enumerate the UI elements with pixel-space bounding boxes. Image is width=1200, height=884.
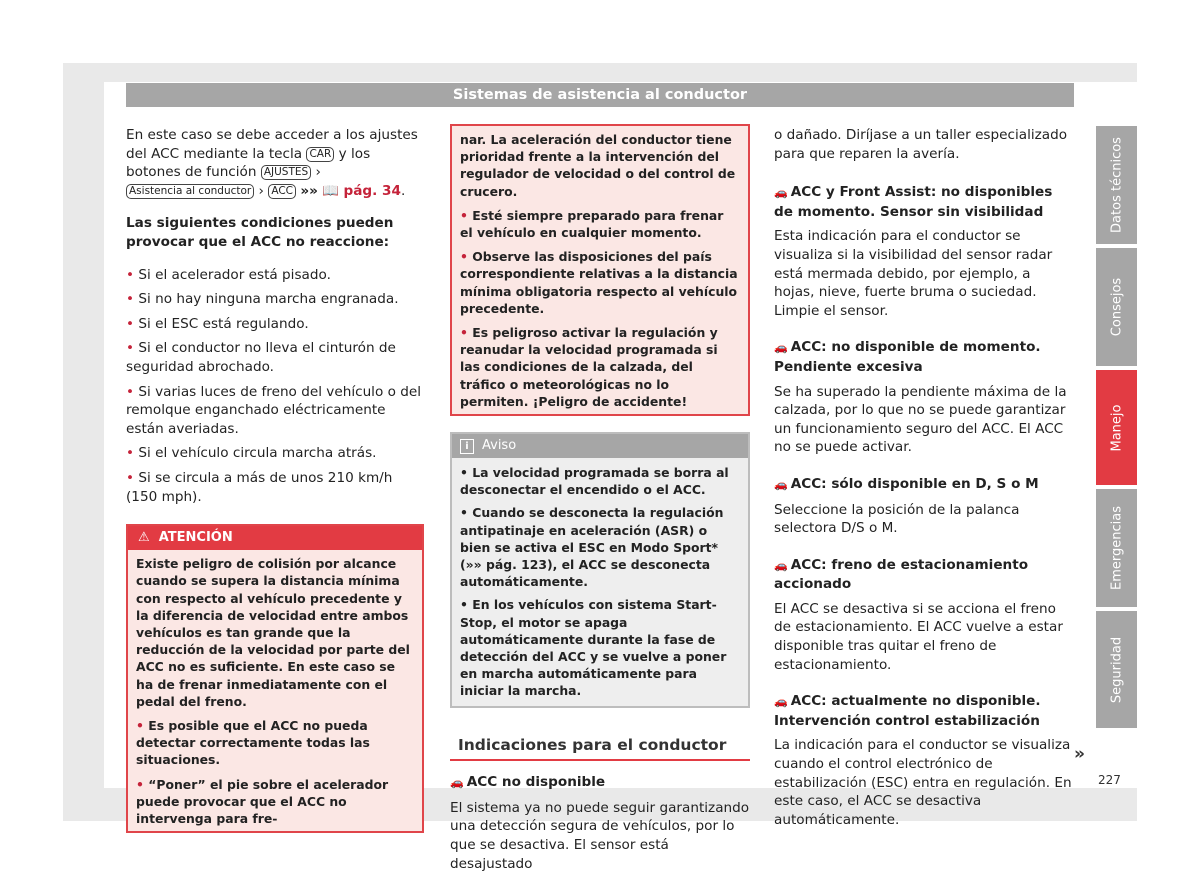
book-icon: 📖 bbox=[322, 182, 340, 199]
intro-paragraph: En este caso se debe acceder a los ajustes del ACC mediante la tecla CAR y los botones de función AJUSTES › Asistencia al conductor › ACC »» 📖 pág. 34. bbox=[126, 127, 418, 199]
info-icon: i bbox=[460, 439, 474, 454]
warning-header: ⚠ ATENCIÓN bbox=[128, 526, 422, 550]
acc-car-icon: 🚗 bbox=[774, 558, 788, 572]
tab-datos-tecnicos[interactable]: Datos técnicos bbox=[1096, 126, 1137, 244]
tab-emergencias[interactable]: Emergencias bbox=[1096, 489, 1137, 607]
tab-seguridad[interactable]: Seguridad bbox=[1096, 611, 1137, 728]
list-item: • Si el acelerador está pisado. bbox=[126, 266, 331, 283]
notice-header: i Aviso bbox=[452, 434, 748, 458]
list-item: • En los vehículos con sistema Start-Stop, el motor se apaga automáticamente durante la fase de detección del ACC y se vuelve a poner en marcha automáticamente para iniciar la marcha. bbox=[460, 597, 727, 699]
list-item: • Si el ESC está regulando. bbox=[126, 315, 309, 332]
list-item: • Observe las disposiciones del país correspondiente relativas a la distancia mínima obligatoria respecto al vehículo precedente. bbox=[460, 249, 738, 316]
ajustes-key: AJUSTES bbox=[261, 165, 311, 180]
message-text: Esta indicación para el conductor se visualiza si la visibilidad del sensor radar está mermada debido, por ejemplo, a hojas, nieve, fuerte bruma o suciedad. Limpie el sensor. bbox=[774, 228, 1053, 319]
section-title: Indicaciones para el conductor bbox=[450, 736, 750, 762]
warning-box bbox=[126, 524, 424, 833]
tab-manejo[interactable]: Manejo bbox=[1096, 370, 1137, 485]
message-item bbox=[774, 475, 1074, 538]
paragraph: o dañado. Diríjase a un taller especializado para que reparen la avería. bbox=[774, 127, 1068, 162]
conditions-list bbox=[126, 266, 424, 507]
message-text: La indicación para el conductor se visualiza cuando el control electrónico de estabilización (ESC) entra en regulación. En este caso, el ACC se desactiva automáticamente. bbox=[774, 737, 1072, 828]
message-text: El ACC se desactiva si se acciona el freno de estacionamiento. El ACC vuelve a estar disponible tras quitar el freno de estacionamiento. bbox=[774, 600, 1063, 673]
message-item bbox=[774, 338, 1074, 457]
list-item: • Es peligroso activar la regulación y reanudar la velocidad programada si las condiciones de la calzada, del tráfico o meteorológicas no lo permiten. ¡Peligro de accidente! bbox=[460, 325, 718, 409]
message-item bbox=[774, 692, 1074, 829]
page-number: 227 bbox=[1098, 773, 1121, 787]
list-item: • “Poner” el pie sobre el acelerador puede provocar que el ACC no intervenga para fre- bbox=[136, 776, 389, 826]
message-text: Se ha superado la pendiente máxima de la calzada, por lo que no se puede garantizar un funcionamiento seguro del ACC. El ACC no se puede activar. bbox=[774, 383, 1067, 456]
message-title: 🚗 ACC: no disponible de momento. Pendiente excesiva bbox=[774, 339, 1041, 375]
column-3 bbox=[774, 126, 1074, 829]
message-item bbox=[774, 556, 1074, 675]
list-item: • Si varias luces de freno del vehículo o del remolque enganchado eléctricamente están averiadas. bbox=[126, 383, 422, 437]
warning-triangle-icon: ⚠ bbox=[138, 530, 150, 546]
acc-car-icon: 🚗 bbox=[774, 341, 788, 355]
message-title: 🚗 ACC: actualmente no disponible. Intervención control estabilización bbox=[774, 693, 1041, 729]
list-item: • Esté siempre preparado para frenar el vehículo en cualquier momento. bbox=[460, 207, 724, 241]
warning-box-continued bbox=[450, 124, 750, 416]
list-item: • Si se circula a más de unos 210 km/h (150 mph). bbox=[126, 469, 393, 505]
column-2 bbox=[450, 124, 750, 873]
list-item: • Si no hay ninguna marcha engranada. bbox=[126, 291, 399, 308]
ref-arrows: »» bbox=[300, 182, 318, 199]
message-text: Seleccione la posición de la palanca selectora D/S o M. bbox=[774, 501, 1020, 537]
message-title: 🚗 ACC: sólo disponible en D, S o M bbox=[774, 475, 1074, 495]
message-item bbox=[774, 183, 1074, 320]
list-item: • La velocidad programada se borra al desconectar el encendido o el ACC. bbox=[460, 465, 729, 498]
chapter-header: Sistemas de asistencia al conductor bbox=[126, 83, 1074, 107]
list-item: • Cuando se desconecta la regulación antipatinaje en aceleración (ASR) o bien se activa el ESC en Modo Sport* (»» pág. 123), el ACC se desconecta automáticamente. bbox=[460, 505, 724, 590]
asistencia-key: Asistencia al conductor bbox=[126, 184, 254, 199]
list-item: • Si el vehículo circula marcha atrás. bbox=[126, 445, 377, 462]
paragraph: El sistema ya no puede seguir garantizando una detección segura de vehículos, por lo que se desactiva. El sensor está desajustado bbox=[450, 799, 750, 872]
page-ref-link[interactable]: pág. 34 bbox=[343, 182, 401, 199]
acc-car-icon: 🚗 bbox=[774, 186, 788, 200]
acc-car-icon: 🚗 bbox=[450, 776, 464, 790]
message-title: 🚗 ACC y Front Assist: no disponibles de momento. Sensor sin visibilidad bbox=[774, 184, 1053, 220]
conditions-heading: Las siguientes condiciones pueden provocar que el ACC no reaccione: bbox=[126, 215, 394, 250]
column-1 bbox=[126, 126, 424, 833]
acc-car-icon: 🚗 bbox=[774, 695, 788, 709]
notice-box bbox=[450, 432, 750, 708]
subheading: 🚗 ACC no disponible bbox=[450, 773, 750, 793]
message-title: 🚗 ACC: freno de estacionamiento accionado bbox=[774, 556, 1029, 593]
notice-body bbox=[452, 458, 748, 706]
list-item: • Si el conductor no lleva el cinturón de seguridad abrochado. bbox=[126, 340, 396, 375]
car-key: CAR bbox=[306, 147, 334, 162]
acc-car-icon: 🚗 bbox=[774, 477, 788, 491]
list-item: • Es posible que el ACC no pueda detectar correctamente todas las situaciones. bbox=[136, 717, 370, 768]
tab-consejos[interactable]: Consejos bbox=[1096, 248, 1137, 366]
acc-key: ACC bbox=[268, 184, 296, 199]
warning-body: nar. La aceleración del conductor tiene prioridad frente a la intervención del regulador de velocidad o del control de crucero. • Esté siempre preparado para frenar el vehículo en cualquier momento. • Observe las disposiciones del país correspondiente relativas a la distancia mínima obligatoria respecto al vehículo precedente. • Es peligroso activar la regulación y reanudar la velocidad programada si las condiciones de la calzada, del tráfico o meteorológicas no lo permiten. ¡Peligro de accidente! bbox=[452, 126, 748, 414]
warning-body: Existe peligro de colisión por alcance cuando se supera la distancia mínima con respecto al vehículo precedente y la diferencia de velocidad entre ambos vehículos es tan grande que la reducción de la velocidad por parte del ACC no es suficiente. En este caso se ha de frenar inmediatamente con el pedal del freno. • Es posible que el ACC no pueda detectar correctamente todas las situaciones. • “Poner” el pie sobre el acelerador puede provocar que el ACC no intervenga para fre- bbox=[128, 550, 422, 831]
continue-arrow-icon: » bbox=[1074, 744, 1085, 764]
